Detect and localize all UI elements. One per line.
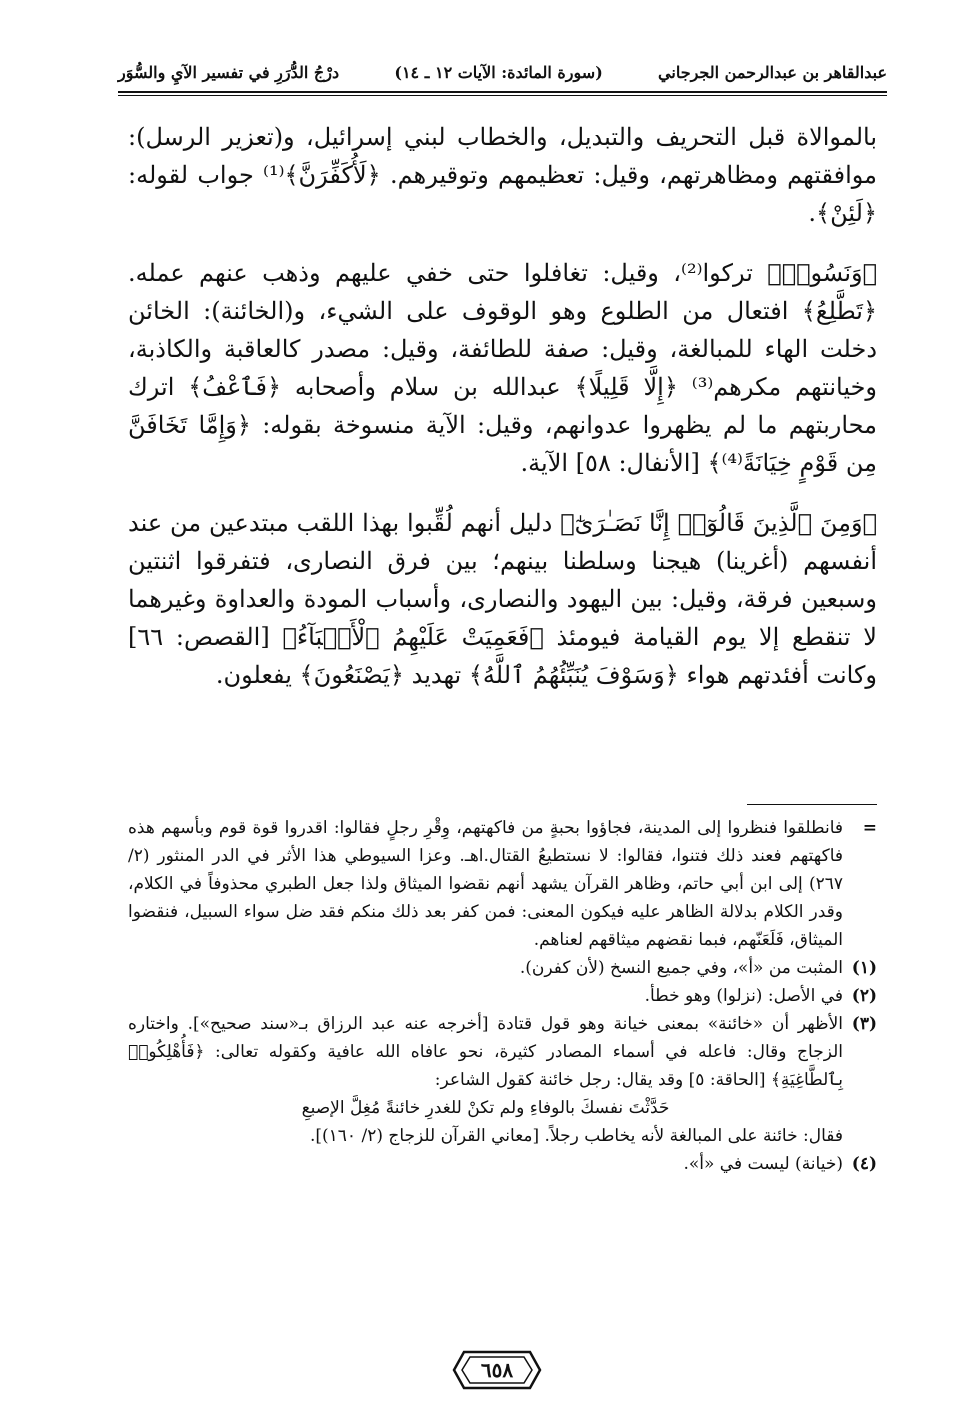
- poetry-verse: حَدَّثْتَ نفسكَ بالوفاءِ ولم تكنْ للغدرِ خائنةً مُغِلَّ الإصبعِ: [301, 1098, 670, 1118]
- footnote-separator: [747, 804, 877, 805]
- footnote-text: الأظهر أن «خائنة» بمعنى خيانة وهو قول قتادة [أخرجه عنه عبد الرزاق بـ«سند صحيح»]. واختاره الزجاج وقال: فاعله في أسماء المصادر كثيرة، نحو عافاه الله عافية وكقوله تعالى: ﴿فَأُهْلِكُوا۟ بِٱلطَّاغِيَةِ﴾ [الحاقة: ٥] وقد يقال: رجل خائنة كقول الشاعر:: [128, 1014, 843, 1090]
- paragraph-1: بالموالاة قبل التحريف والتبديل، والخطاب لبني إسرائيل، و(تعزير الرسل): موافقتهم ومظاهرتهم، وقيل: تعظيمهم وتوقيرهم. ﴿لَأُكَفِّرَنَّ﴾⁽¹⁾ جواب لقوله: ﴿لَئِنْ﴾.: [128, 123, 877, 227]
- footnote-continuation-text: فانطلقوا فنظروا إلى المدينة، فجاؤوا بحبةٍ من فاكهتهم، وِقْرِ رجلٍ فقالوا: اقدروا قوة قوم وبأسهم هذه فاكهتهم فعند ذلك فتنوا، فقالوا: لا نستطيعُ القتال.اهـ. وعزا السيوطي هذا الأثر في الدر المنثور (٢/ ٢٦٧) إلى ابن أبي حاتم، وظاهر القرآن يشهد أنهم نقضوا الميثاق ولذا جعل الطبري محذوفاً في الكلام، وقدر الكلام بدلالة الظاهر عليه فيكون المعنى: فمن كفر بعد ذلك منكم فقد ضل سواء السبيل، فنقضوا الميثاق، فَلَعَنّهم، فبما نقضهم ميثاقهم لعناهم.: [128, 818, 843, 950]
- paragraph-3: ﴿وَمِنَ ٱلَّذِينَ قَالُوٓا۟ إِنَّا نَصَـٰرَىٰٓ﴾ دليل أنهم لُقِّبوا بهذا اللقب مبتدعين من عند أنفسهم (أغرينا) هيجنا وسلطنا بينهم؛ بين فرق النصارى، فتفرقوا اثنتين وسبعين فرقة، وقيل: بين اليهود والنصارى، وأسباب المودة والعداوة وغيرهما لا تنقطع إلا يوم القيامة فيومئذ ﴿فَعَمِيَتْ عَلَيْهِمُ ٱلْأَنۢبَآءُ﴾ [القصص: ٦٦] وكانت أفئدتهم هواء ﴿وَسَوْفَ يُنَبِّئُهُمُ ٱللَّهُ﴾ تهديد ﴿يَصْنَعُونَ﴾ يفعلون.: [128, 509, 877, 689]
- footnote-mark: (١): [851, 958, 877, 978]
- header-rule: [118, 91, 887, 93]
- page-number-ornament: [452, 1350, 542, 1390]
- main-text: [128, 118, 877, 716]
- running-header: [118, 55, 887, 89]
- footnote-mark: (٣): [851, 1014, 877, 1034]
- footnote-continuation: [128, 814, 877, 954]
- header-book-title: درْجُ الدُّرَرِ في تفسير الآيِ والسُّوَر: [118, 62, 340, 82]
- header-author: عبدالقاهر بن عبدالرحمن الجرجاني: [658, 62, 887, 82]
- page-number: ٦٥٨: [480, 1358, 514, 1382]
- footnote-2: [128, 982, 877, 1010]
- footnote-text-after: فقال: خائنة على المبالغة لأنه يخاطب رجلاً. [معاني القرآن للزجاج (٢/ ١٦٠)].: [309, 1126, 843, 1146]
- footnote-continuation-mark: =: [862, 818, 877, 838]
- footnote-body: [128, 1010, 843, 1150]
- header-section: (سورة المائدة: الآيات ١٢ ـ ١٤): [394, 62, 603, 82]
- footnote-4: [128, 1150, 877, 1178]
- header-rule-thin: [118, 95, 887, 96]
- paragraph-2: ﴿وَنَسُوا۟﴾ تركوا⁽²⁾، وقيل: تغافلوا حتى خفي عليهم وذهب عنهم عمله. ﴿تَطَّلِعُ﴾ افتعال من الطلوع وهو الوقوف على الشيء، و(الخائنة): الخائن دخلت الهاء للمبالغة، وقيل: صفة للطائفة، وقيل: مصدر كالعاقبة والكاذبة، وخيانتهم مكرهم⁽³⁾ ﴿إِلَّا قَلِيلًا﴾ عبدالله بن سلام وأصحابه ﴿فَٱعْفُ﴾ اترك محاربتهم ما لم يظهروا عدوانهم، وقيل: الآية منسوخة بقوله: ﴿وَإِمَّا تَخَافَنَّ مِن قَوْمٍ خِيَانَةً⁽⁴⁾﴾ [الأنفال: ٥٨] الآية.: [128, 259, 878, 477]
- footnote-mark: (٢): [851, 986, 877, 1006]
- footnote-text: المثبت من «أ»، وفي جميع النسخ (لأن كفرن).: [519, 958, 843, 978]
- footnote-text: في الأصل: (نزلوا) وهو خطأ.: [644, 986, 843, 1006]
- footnote-text: (خيانة) ليست في «أ».: [683, 1154, 843, 1174]
- footnote-1: [128, 954, 877, 982]
- footnote-3: [128, 1010, 877, 1150]
- footnote-mark: (٤): [851, 1154, 877, 1174]
- footnotes: [128, 814, 877, 1178]
